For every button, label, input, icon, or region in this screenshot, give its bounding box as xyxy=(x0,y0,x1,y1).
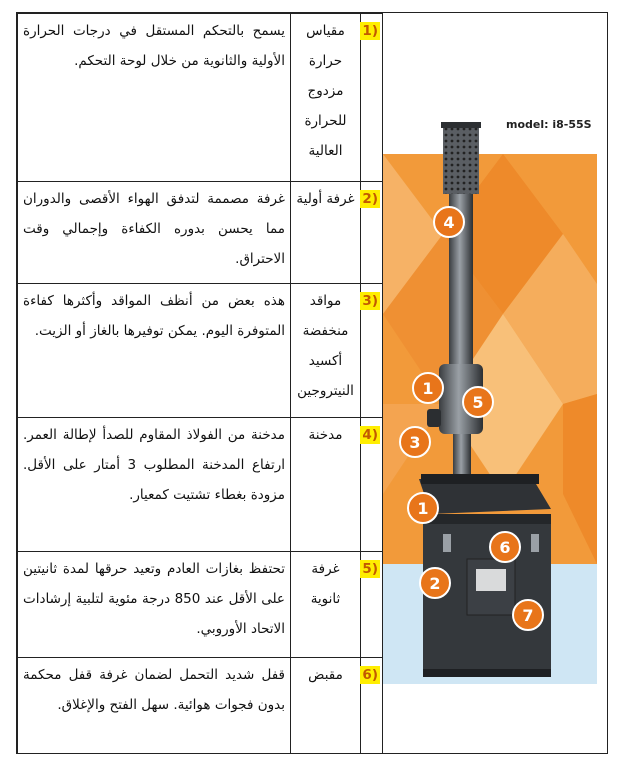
table-row xyxy=(18,182,383,284)
component-description: قفل شديد التحمل لضمان غرفة قفل محكمة بدون فجوات هوائية. سهل الفتح والإغلاق. xyxy=(18,658,291,754)
component-name: مواقد منخفضة أكسيد النيتروجين xyxy=(291,284,361,418)
callout-label: 1 xyxy=(417,499,429,518)
row-number: 6) xyxy=(361,658,383,754)
row-number: 2) xyxy=(361,182,383,284)
components-table xyxy=(17,13,383,754)
callout-label: 4 xyxy=(443,213,455,232)
table-row xyxy=(18,418,383,552)
callout-label: 5 xyxy=(472,393,484,412)
component-description: غرفة مصممة لتدفق الهواء الأقصى والدوران مما يحسن بدوره الكفاءة وإجمالي وقت الاحتراق. xyxy=(18,182,291,284)
component-description: يسمح بالتحكم المستقل في درجات الحرارة الأولية والثانوية من خلال لوحة التحكم. xyxy=(18,14,291,182)
callout-label: 3 xyxy=(409,433,421,452)
row-number: 5) xyxy=(361,552,383,658)
row-number: 4) xyxy=(361,418,383,552)
component-description: تحتفظ بغازات العادم وتعيد حرقها لمدة ثانيتين على الأقل عند 850 درجة مئوية لتلبية إرشادات الاتحاد الأوروبي. xyxy=(18,552,291,658)
callout-label: 1 xyxy=(422,379,434,398)
component-name: مدخنة xyxy=(291,418,361,552)
component-name: غرفة ثانوية xyxy=(291,552,361,658)
callout-label: 2 xyxy=(429,574,441,593)
incinerator-product-image xyxy=(383,114,597,684)
table-row xyxy=(18,658,383,754)
component-name: مقياس حرارة مزدوج للحرارة العالية xyxy=(291,14,361,182)
component-name: مقبض xyxy=(291,658,361,754)
row-number: 3) xyxy=(361,284,383,418)
table-row xyxy=(18,14,383,182)
model-label: model: i8-55S xyxy=(506,118,592,131)
callout-label: 6 xyxy=(499,538,511,557)
table-row xyxy=(18,552,383,658)
callout-label: 7 xyxy=(522,606,534,625)
component-description: هذه بعض من أنظف المواقد وأكثرها كفاءة المتوفرة اليوم. يمكن توفيرها بالغاز أو الزيت. xyxy=(18,284,291,418)
table-row xyxy=(18,284,383,418)
component-description: مدخنة من الفولاذ المقاوم للصدأ لإطالة العمر. ارتفاع المدخنة المطلوب 3 أمتار على الأقل. مزودة بغطاء تشتيت كمعيار. xyxy=(18,418,291,552)
row-number: 1) xyxy=(361,14,383,182)
component-name: غرفة أولية xyxy=(291,182,361,284)
